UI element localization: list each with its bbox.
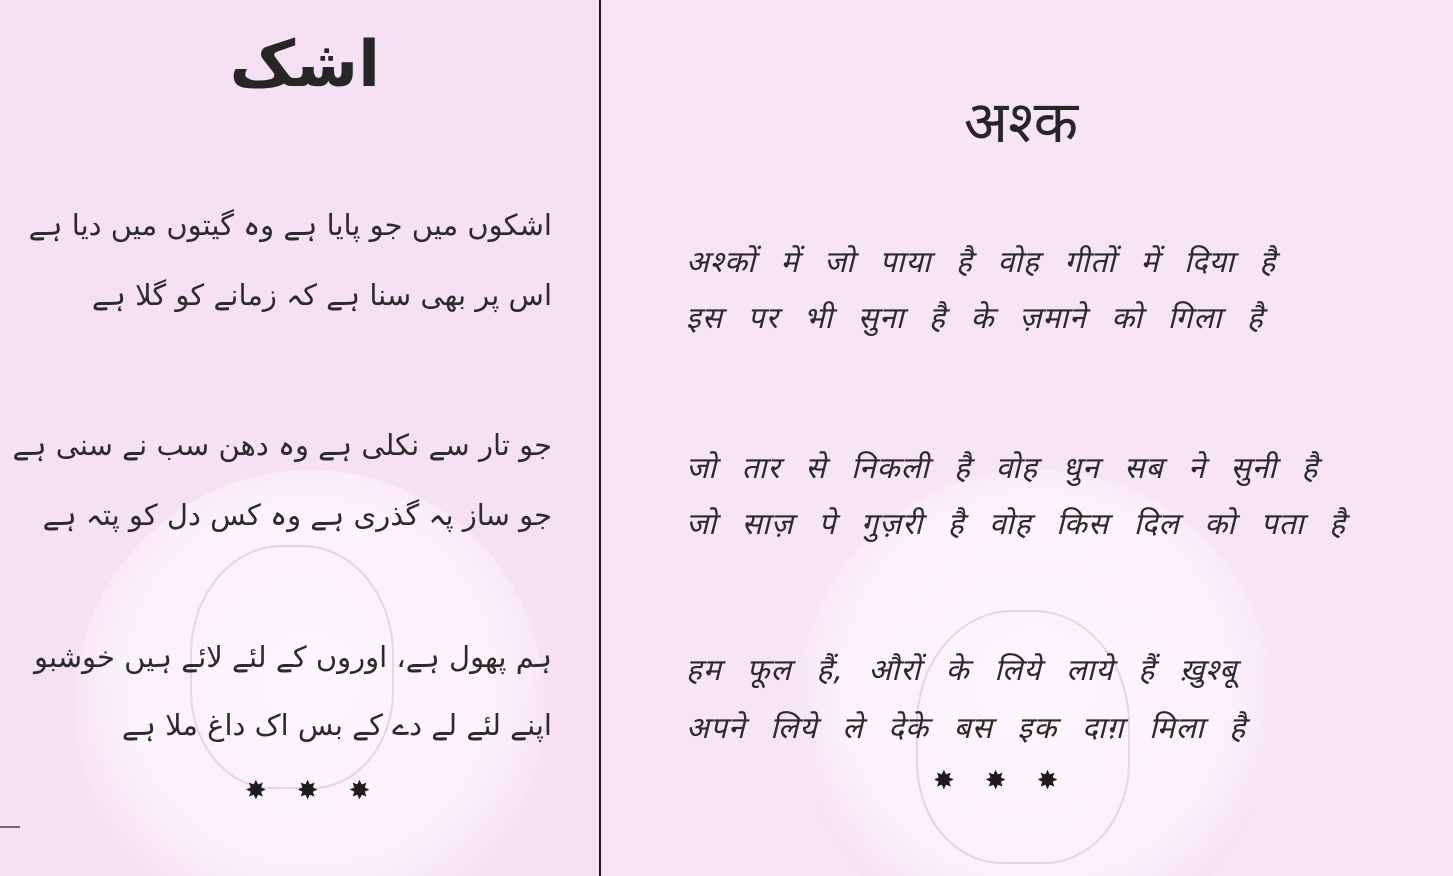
ornament-stars: ✸✸✸ bbox=[933, 766, 1089, 796]
urdu-verse-line: اس پر بھی سنا ہے کہ زمانے کو گلا ہے bbox=[91, 278, 552, 312]
hindi-verse-line: जो साज़ पे गुज़री है वोह किस दिल को पता है bbox=[686, 507, 1347, 542]
hindi-verse-line: अपने लिये ले देके बस इक दाग़ मिला है bbox=[686, 711, 1247, 746]
hindi-verse-line: अश्कों में जो पाया है वोह गीतों में दिया है bbox=[686, 245, 1277, 280]
urdu-verse-line: جو تار سے نکلی ہے وہ دھن سب نے سنی ہے bbox=[12, 428, 552, 462]
urdu-verse-line: ہم پھول ہے، اوروں کے لئے لائے ہیں خوشبو bbox=[34, 640, 552, 674]
urdu-verse-line: جو ساز پہ گذری ہے وہ کس دل کو پتہ ہے bbox=[42, 498, 552, 532]
ornament-stars: ✸✸✸ bbox=[245, 776, 401, 806]
hindi-title: अश्क bbox=[963, 88, 1079, 156]
urdu-verse-line: اپنے لئے لے دے کے بس اک داغ ملا ہے bbox=[121, 708, 552, 742]
hindi-verse-line: इस पर भी सुना है के ज़माने को गिला है bbox=[686, 301, 1264, 336]
urdu-page bbox=[0, 0, 600, 876]
page-edge-mark bbox=[0, 826, 20, 828]
hindi-page bbox=[601, 0, 1453, 876]
hindi-verse-line: हम फूल हैं, औरों के लिये लाये हैं ख़ुश्बू bbox=[686, 653, 1238, 688]
hindi-verse-line: जो तार से निकली है वोह धुन सब ने सुनी है bbox=[686, 451, 1319, 486]
urdu-title: اشک bbox=[229, 28, 380, 102]
urdu-verse-line: اشکوں میں جو پایا ہے وہ گیتوں میں دیا ہے bbox=[28, 208, 552, 242]
